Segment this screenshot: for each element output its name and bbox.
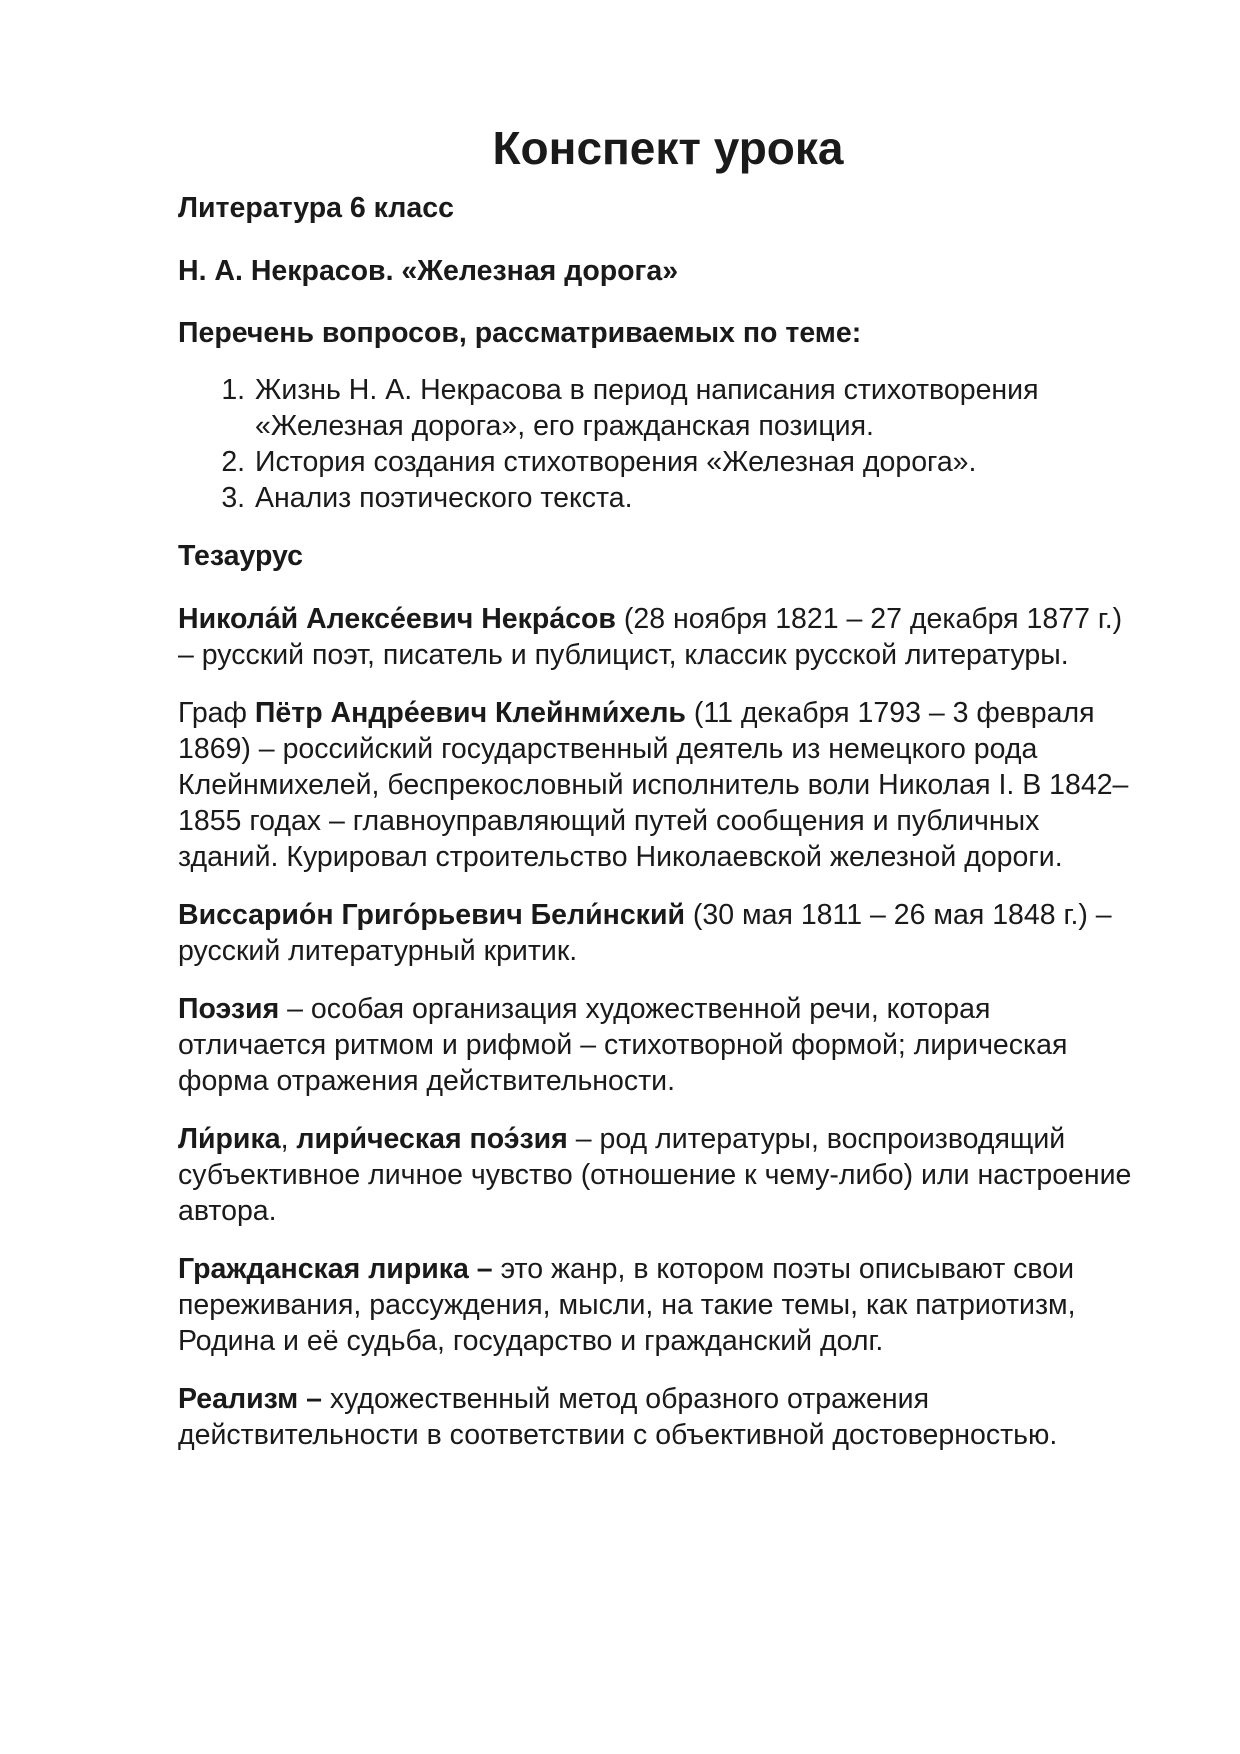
question-item: 3. Анализ поэтического текста.: [253, 480, 1178, 516]
question-item: 1. Жизнь Н. А. Некрасова в период написания стихотворения «Железная дорога», его гражданская позиция.: [253, 372, 1115, 444]
entry-term: Гражданская лирика –: [178, 1253, 493, 1285]
entry-poetry: [178, 991, 1138, 1099]
entry-text: – особая организация художественной речи, которая отличается ритмом и рифмой – стихотворной формой; лирическая форма отражения действительности.: [178, 993, 1068, 1097]
entry-term: Пётр Андре́евич Клейнми́хель: [254, 697, 686, 729]
entry-term: Виссарио́н Григо́рьевич Бели́нский: [178, 899, 685, 931]
thesaurus-heading: Тезаурус: [178, 540, 303, 572]
entry-kleinmichel: [178, 695, 1138, 875]
entry-text: (28 ноября 1821 – 27 декабря 1877 г.) – русский поэт, писатель и публицист, классик русской литературы.: [178, 603, 1123, 671]
entry-civic-lyric: [178, 1251, 1138, 1359]
entry-term: Ли́рика: [178, 1123, 281, 1155]
entry-belinsky: [178, 897, 1138, 969]
entry-text: это жанр, в котором поэты описывают свои переживания, рассуждения, мысли, на такие темы, как патриотизм, Родина и её судьба, государство и гражданский долг.: [178, 1253, 1076, 1357]
document-page: [178, 118, 1178, 1453]
entry-text: (30 мая 1811 – 26 мая 1848 г.) – русский литературный критик.: [178, 899, 1112, 967]
entry-text: (11 декабря 1793 – 3 февраля 1869) – российский государственный деятель из немецкого рода Клейнмихелей, беспрекословный исполнитель воли Николая I. В 1842–1855 годах – главноуправляющий путей сообщения и публичных зданий. Курировал строительство Николаевской железной дороги.: [178, 697, 1129, 873]
entry-text: – род литературы, воспроизводящий субъективное личное чувство (отношение к чему-либо) или настроение автора.: [178, 1123, 1132, 1227]
entry-term: Реализм –: [178, 1383, 322, 1415]
entry-realism: [178, 1381, 1138, 1453]
entry-separator: ,: [280, 1123, 297, 1155]
entry-term-secondary: лири́ческая поэ́зия: [296, 1123, 568, 1155]
question-item: 2. История создания стихотворения «Железная дорога».: [253, 444, 1178, 480]
entry-text: художественный метод образного отражения действительности в соответствии с объективной достоверностью.: [178, 1383, 1058, 1451]
entry-prefix: Граф: [178, 697, 255, 729]
topic-line: Н. А. Некрасов. «Железная дорога»: [178, 255, 679, 287]
questions-list: [178, 372, 1178, 516]
subject-line: Литература 6 класс: [178, 192, 454, 224]
page-title: Конспект урока: [492, 122, 844, 174]
questions-heading: Перечень вопросов, рассматриваемых по теме:: [178, 317, 862, 349]
entry-lyric: [178, 1121, 1138, 1229]
entry-nekrasov: [178, 601, 1138, 673]
entry-term: Никола́й Алексе́евич Некра́сов: [178, 603, 616, 635]
entry-term: Поэзия: [178, 993, 280, 1025]
